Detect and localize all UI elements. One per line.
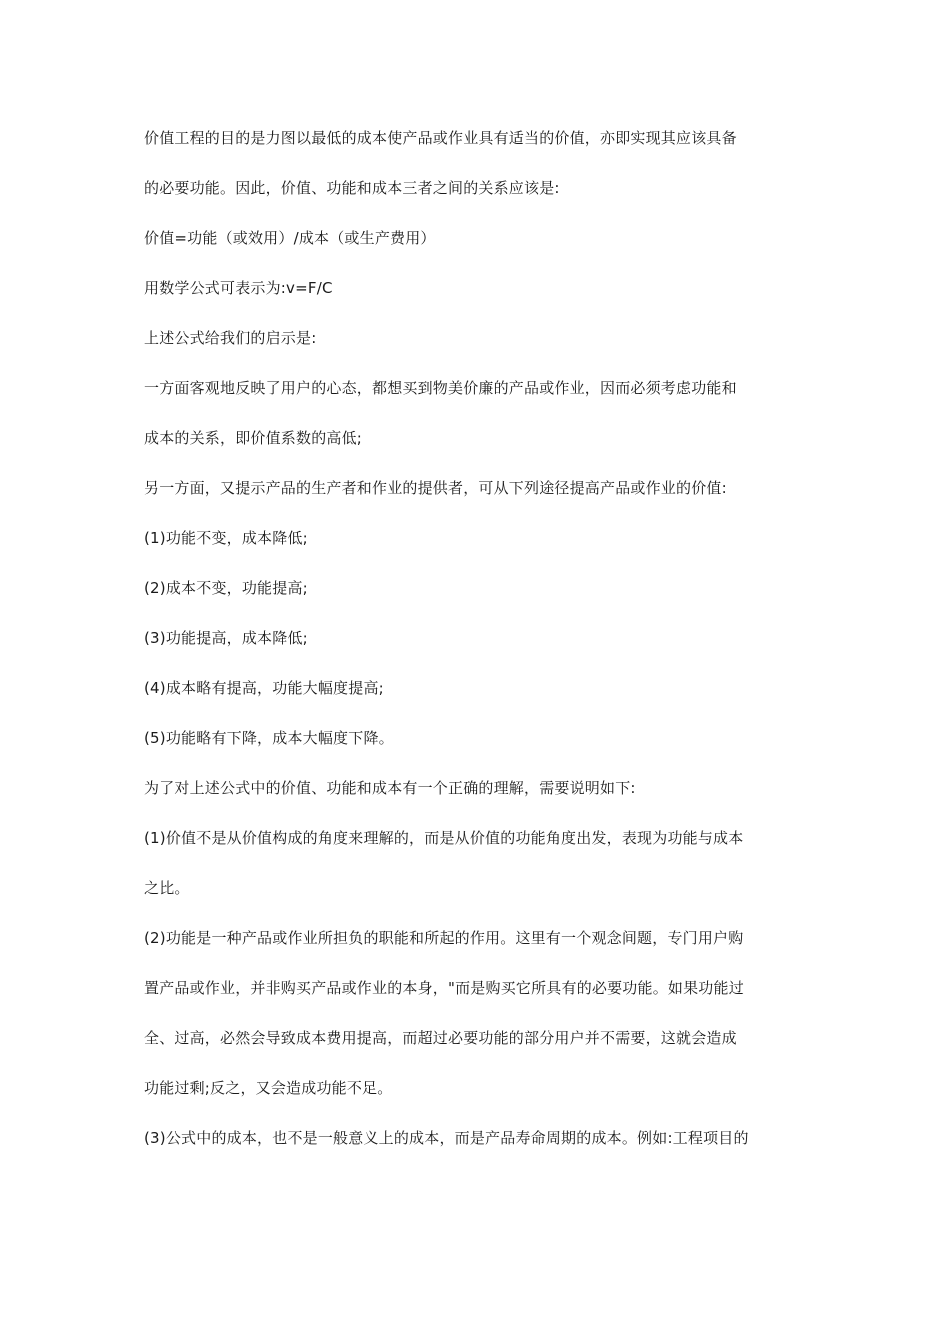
text-line: 全、过高，必然会导致成本费用提高，而超过必要功能的部分用户并不需要，这就会造成 bbox=[144, 1029, 737, 1047]
text-line: 功能过剩;反之，又会造成功能不足。 bbox=[144, 1079, 393, 1097]
text-line: 另一方面，又提示产品的生产者和作业的提供者，可从下列途径提高产品或作业的价值: bbox=[144, 479, 727, 497]
text-line: 的必要功能。因此，价值、功能和成本三者之间的关系应该是: bbox=[144, 179, 560, 197]
text-line: 成本的关系，即价值系数的高低; bbox=[144, 429, 363, 447]
text-line: 为了对上述公式中的价值、功能和成本有一个正确的理解，需要说明如下: bbox=[144, 779, 636, 797]
list-item: (1)价值不是从价值构成的角度来理解的，而是从价值的功能角度出发，表现为功能与成本 bbox=[144, 829, 744, 847]
list-item: (3)公式中的成本，也不是一般意义上的成本，而是产品寿命周期的成本。例如:工程项目的 bbox=[144, 1129, 749, 1147]
list-item: (3)功能提高，成本降低; bbox=[144, 629, 308, 647]
list-item: (2)成本不变，功能提高; bbox=[144, 579, 308, 597]
text-line: 之比。 bbox=[144, 879, 190, 897]
list-item: (4)成本略有提高，功能大幅度提高; bbox=[144, 679, 384, 697]
text-line: 置产品或作业，并非购买产品或作业的本身，"而是购买它所具有的必要功能。如果功能过 bbox=[144, 979, 744, 997]
list-item: (1)功能不变，成本降低; bbox=[144, 529, 308, 547]
formula-line: 价值=功能（或效用）/成本（或生产费用） bbox=[144, 229, 436, 247]
text-line: 一方面客观地反映了用户的心态，都想买到物美价廉的产品或作业，因而必须考虑功能和 bbox=[144, 379, 737, 397]
formula-line: 用数学公式可表示为:v=F/C bbox=[144, 279, 333, 297]
list-item: (5)功能略有下降，成本大幅度下降。 bbox=[144, 729, 394, 747]
list-item: (2)功能是一种产品或作业所担负的职能和所起的作用。这里有一个观念间题，专门用户购 bbox=[144, 929, 744, 947]
document-body bbox=[144, 122, 810, 1172]
text-line: 上述公式给我们的启示是: bbox=[144, 329, 317, 347]
text-line: 价值工程的目的是力图以最低的成本使产品或作业具有适当的价值，亦即实现其应该具备 bbox=[144, 129, 737, 147]
